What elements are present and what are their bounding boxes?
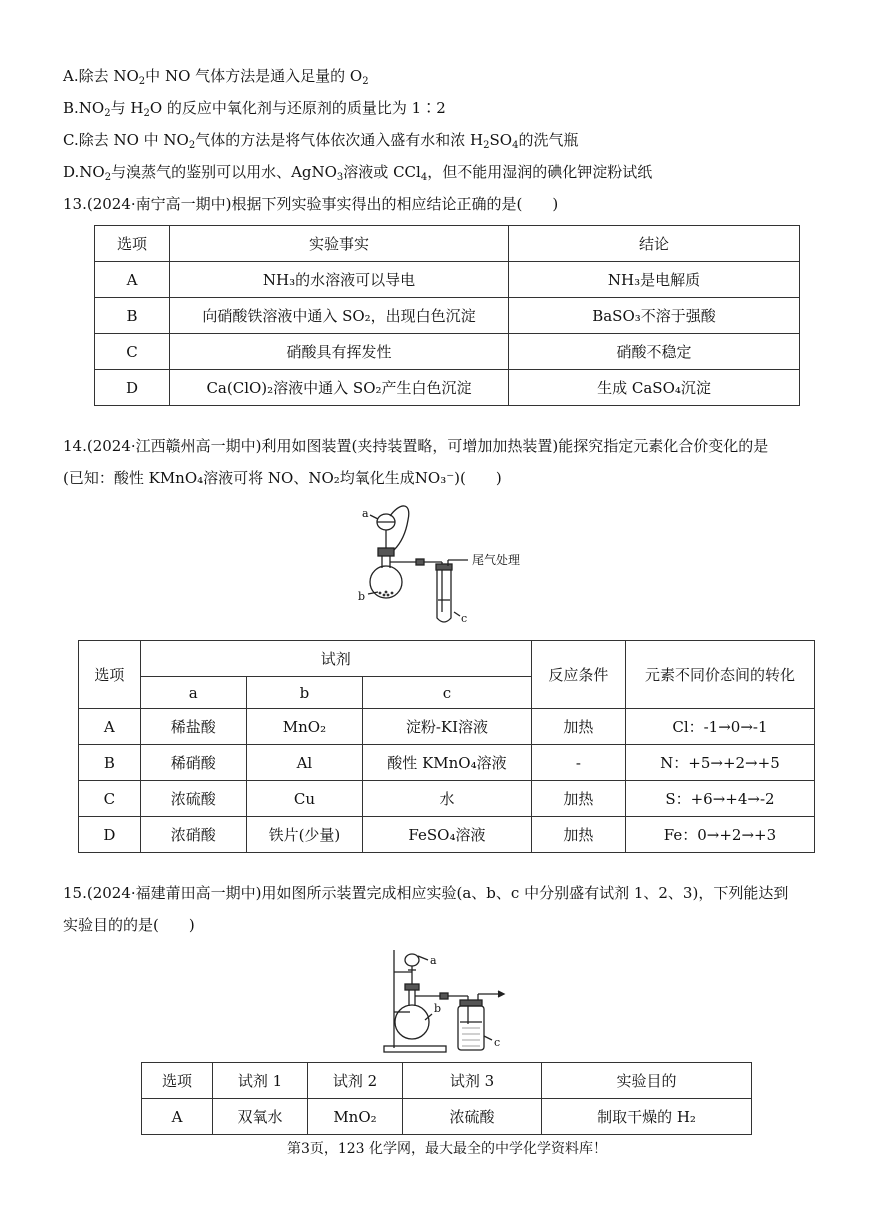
q15-stem-line2: 实验目的的是( ) — [63, 916, 195, 934]
fig-label-tail-gas: 尾气处理 — [472, 553, 521, 567]
cell: NH₃的水溶液可以导电 — [170, 262, 509, 298]
cell: 浓硝酸 — [140, 817, 246, 853]
q13-header-conclusion: 结论 — [509, 226, 800, 262]
option-c: C.除去 NO 中 $NO_2$气体的方法是将气体依次通入盛有水和浓 $H_2SO_4$的洗气瓶 — [63, 131, 579, 151]
cell: 加热 — [531, 817, 625, 853]
q14-header-b: b — [246, 677, 362, 709]
cell: 向硝酸铁溶液中通入 SO₂，出现白色沉淀 — [170, 298, 509, 334]
cell: Ca(ClO)₂溶液中通入 SO₂产生白色沉淀 — [170, 370, 509, 406]
cell: Cl：-1→0→-1 — [625, 709, 814, 745]
cell: D — [79, 817, 141, 853]
q14-header-condition: 反应条件 — [531, 641, 625, 709]
q13-stem: 13.(2024·南宁高一期中)根据下列实验事实得出的相应结论正确的是( ) — [63, 195, 559, 213]
cell: 浓硫酸 — [140, 781, 246, 817]
cell: S：+6→+4→-2 — [625, 781, 814, 817]
q14-header-reagent: 试剂 — [140, 641, 531, 677]
option-d: $D.NO_2$与溴蒸气的鉴别可以用水、AgNO$_3$溶液或 CCl$_4$，但不能用湿润的碘化钾淀粉试纸 — [63, 163, 653, 183]
q14-apparatus-figure — [350, 500, 550, 630]
cell: - — [531, 745, 625, 781]
q13-header-option: 选项 — [95, 226, 170, 262]
cell: 水 — [363, 781, 532, 817]
cell: 浓硫酸 — [403, 1099, 542, 1135]
cell: D — [95, 370, 170, 406]
fig-label-c: c — [461, 612, 468, 625]
page-footer: 第3页，123 化学网，最大最全的中学化学资料库！ — [286, 1141, 608, 1157]
q14-header-c: c — [363, 677, 532, 709]
q14-header-a: a — [140, 677, 246, 709]
q15-header-purpose: 实验目的 — [542, 1063, 752, 1099]
table-row — [95, 370, 800, 406]
cell: B — [79, 745, 141, 781]
q14-header-option: 选项 — [79, 641, 141, 709]
q14-stem-line2: (已知：酸性 KMnO₄溶液可将 NO、NO₂均氧化生成NO₃⁻)( ) — [63, 469, 502, 487]
table-row — [142, 1099, 752, 1135]
cell: 稀盐酸 — [140, 709, 246, 745]
q14-header-change: 元素不同价态间的转化 — [625, 641, 814, 709]
q13-table — [94, 225, 800, 406]
cell: 生成 CaSO₄沉淀 — [509, 370, 800, 406]
table-row — [95, 298, 800, 334]
cell: B — [95, 298, 170, 334]
q15-header-reagent3: 试剂 3 — [403, 1063, 542, 1099]
cell: N：+5→+2→+5 — [625, 745, 814, 781]
cell: A — [79, 709, 141, 745]
fig-label-a: a — [430, 954, 437, 967]
cell: A — [95, 262, 170, 298]
cell: 稀硝酸 — [140, 745, 246, 781]
fig-label-a: a — [362, 507, 369, 520]
cell: A — [142, 1099, 213, 1135]
cell: Fe：0→+2→+3 — [625, 817, 814, 853]
cell: 加热 — [531, 781, 625, 817]
fig-label-b: b — [434, 1002, 442, 1015]
cell: FeSO₄溶液 — [363, 817, 532, 853]
q15-table — [141, 1062, 752, 1135]
table-row — [79, 709, 815, 745]
cell: 淀粉-KI溶液 — [363, 709, 532, 745]
cell: MnO₂ — [308, 1099, 403, 1135]
table-row — [79, 781, 815, 817]
cell: 硝酸不稳定 — [509, 334, 800, 370]
fig-label-c: c — [494, 1036, 501, 1049]
cell: C — [95, 334, 170, 370]
table-row — [79, 817, 815, 853]
cell: NH₃是电解质 — [509, 262, 800, 298]
q15-header-reagent1: 试剂 1 — [213, 1063, 308, 1099]
q14-table — [78, 640, 815, 853]
cell: Cu — [246, 781, 362, 817]
option-a: A.除去 $NO_2$中 NO 气体方法是通入足量的 $O_2$ — [63, 67, 369, 87]
table-row — [95, 262, 800, 298]
option-b: $B.NO_2$与 $H_2O$ 的反应中氧化剂与还原剂的质量比为 1∶2 — [63, 99, 446, 119]
cell: 加热 — [531, 709, 625, 745]
cell: 硝酸具有挥发性 — [170, 334, 509, 370]
cell: 铁片(少量) — [246, 817, 362, 853]
fig-label-b: b — [358, 590, 366, 603]
cell: C — [79, 781, 141, 817]
cell: BaSO₃不溶于强酸 — [509, 298, 800, 334]
q15-header-option: 选项 — [142, 1063, 213, 1099]
q15-header-reagent2: 试剂 2 — [308, 1063, 403, 1099]
cell: 酸性 KMnO₄溶液 — [363, 745, 532, 781]
cell: Al — [246, 745, 362, 781]
cell: MnO₂ — [246, 709, 362, 745]
q13-header-fact: 实验事实 — [170, 226, 509, 262]
table-row — [79, 745, 815, 781]
cell: 双氧水 — [213, 1099, 308, 1135]
q15-stem-line1: 15.(2024·福建莆田高一期中)用如图所示装置完成相应实验(a、b、c 中分别盛有试剂 1、2、3)，下列能达到 — [63, 884, 789, 902]
table-row — [95, 334, 800, 370]
cell: 制取干燥的 H₂ — [542, 1099, 752, 1135]
q15-apparatus-figure — [380, 944, 530, 1056]
q14-stem-line1: 14.(2024·江西赣州高一期中)利用如图装置(夹持装置略，可增加加热装置)能探究指定元素化合价变化的是 — [63, 437, 769, 455]
